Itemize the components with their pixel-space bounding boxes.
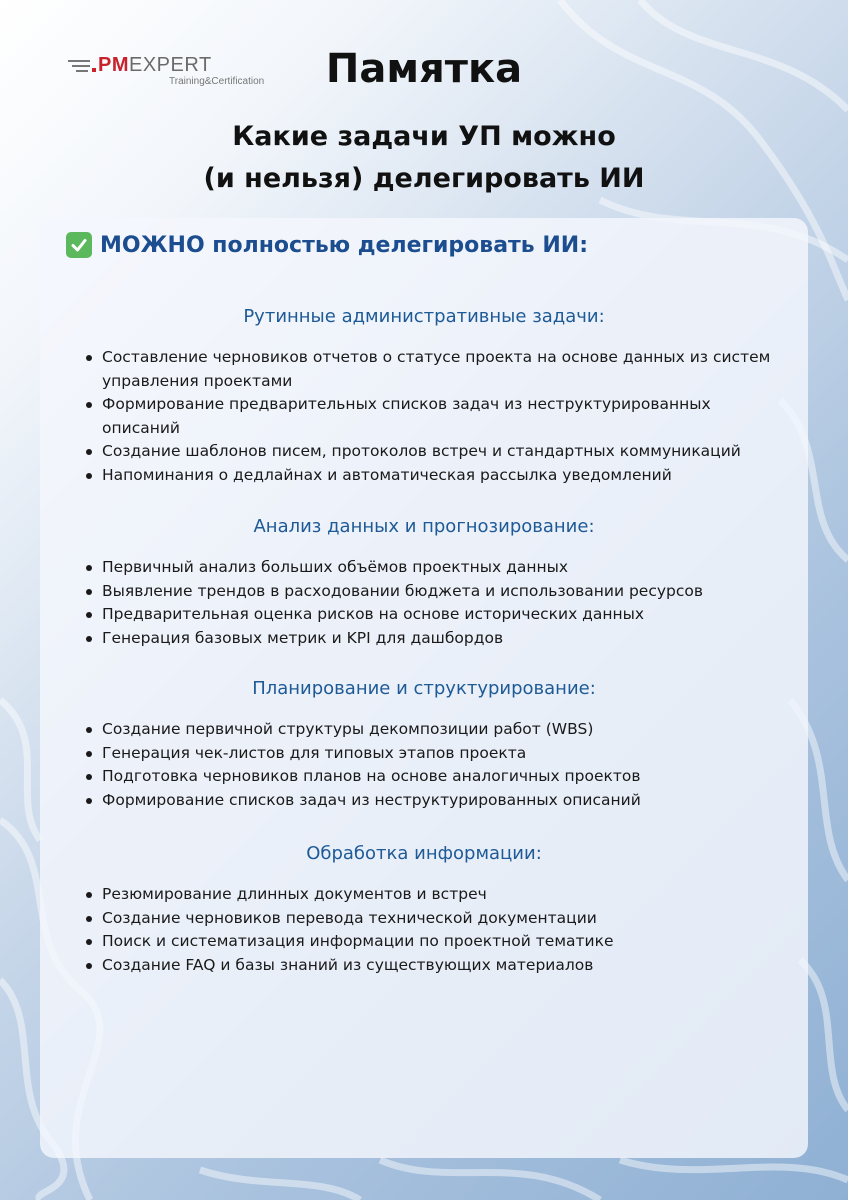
list-item: Выявление трендов в расходовании бюджета и использовании ресурсов xyxy=(102,580,788,604)
bullet-list xyxy=(40,556,808,650)
list-item: Создание FAQ и базы знаний из существующих материалов xyxy=(102,954,788,978)
section-title: Обработка информации: xyxy=(306,843,542,864)
logo-tagline: Training&Certification xyxy=(169,76,265,87)
list-item: Формирование предварительных списков задач из неструктурированных описаний xyxy=(102,393,788,440)
list-item: Предварительная оценка рисков на основе исторических данных xyxy=(102,603,788,627)
subtitle-line-1: Какие задачи УП можно xyxy=(232,121,616,152)
list-item: Создание черновиков перевода технической документации xyxy=(102,907,788,931)
list-item: Генерация базовых метрик и KPI для дашбордов xyxy=(102,627,788,651)
list-item: Первичный анализ больших объёмов проектных данных xyxy=(102,556,788,580)
logo-expert: EXPERT xyxy=(129,54,212,76)
section-title: Планирование и структурирование: xyxy=(252,678,596,699)
list-item: Подготовка черновиков планов на основе аналогичных проектов xyxy=(102,765,788,789)
list-item: Создание первичной структуры декомпозиции работ (WBS) xyxy=(102,718,788,742)
section-planning xyxy=(40,677,808,812)
list-item: Создание шаблонов писем, протоколов встреч и стандартных коммуникаций xyxy=(102,440,788,464)
card-heading xyxy=(66,232,588,258)
subtitle-line-2: (и нельзя) делегировать ИИ xyxy=(203,163,645,194)
list-item: Генерация чек-листов для типовых этапов проекта xyxy=(102,742,788,766)
content-card xyxy=(40,218,808,1158)
bullet-list xyxy=(40,346,808,487)
check-mark-icon xyxy=(66,232,92,258)
section-routine-admin xyxy=(40,305,808,487)
page-title: Памятка xyxy=(325,46,523,92)
list-item: Поиск и систематизация информации по проектной тематике xyxy=(102,930,788,954)
section-title: Анализ данных и прогнозирование: xyxy=(253,516,595,537)
section-data-analysis xyxy=(40,515,808,650)
list-item: Резюмирование длинных документов и встреч xyxy=(102,883,788,907)
card-heading-text: МОЖНО полностью делегировать ИИ: xyxy=(100,232,588,258)
page-subtitle xyxy=(0,116,848,200)
list-item: Составление черновиков отчетов о статусе проекта на основе данных из систем управления проектами xyxy=(102,346,788,393)
bullet-list xyxy=(40,718,808,812)
list-item: Формирование списков задач из неструктурированных описаний xyxy=(102,789,788,813)
section-information xyxy=(40,842,808,977)
logo-pm: PM xyxy=(98,54,129,76)
bullet-list xyxy=(40,883,808,977)
section-title: Рутинные административные задачи: xyxy=(243,306,605,327)
list-item: Напоминания о дедлайнах и автоматическая рассылка уведомлений xyxy=(102,464,788,488)
